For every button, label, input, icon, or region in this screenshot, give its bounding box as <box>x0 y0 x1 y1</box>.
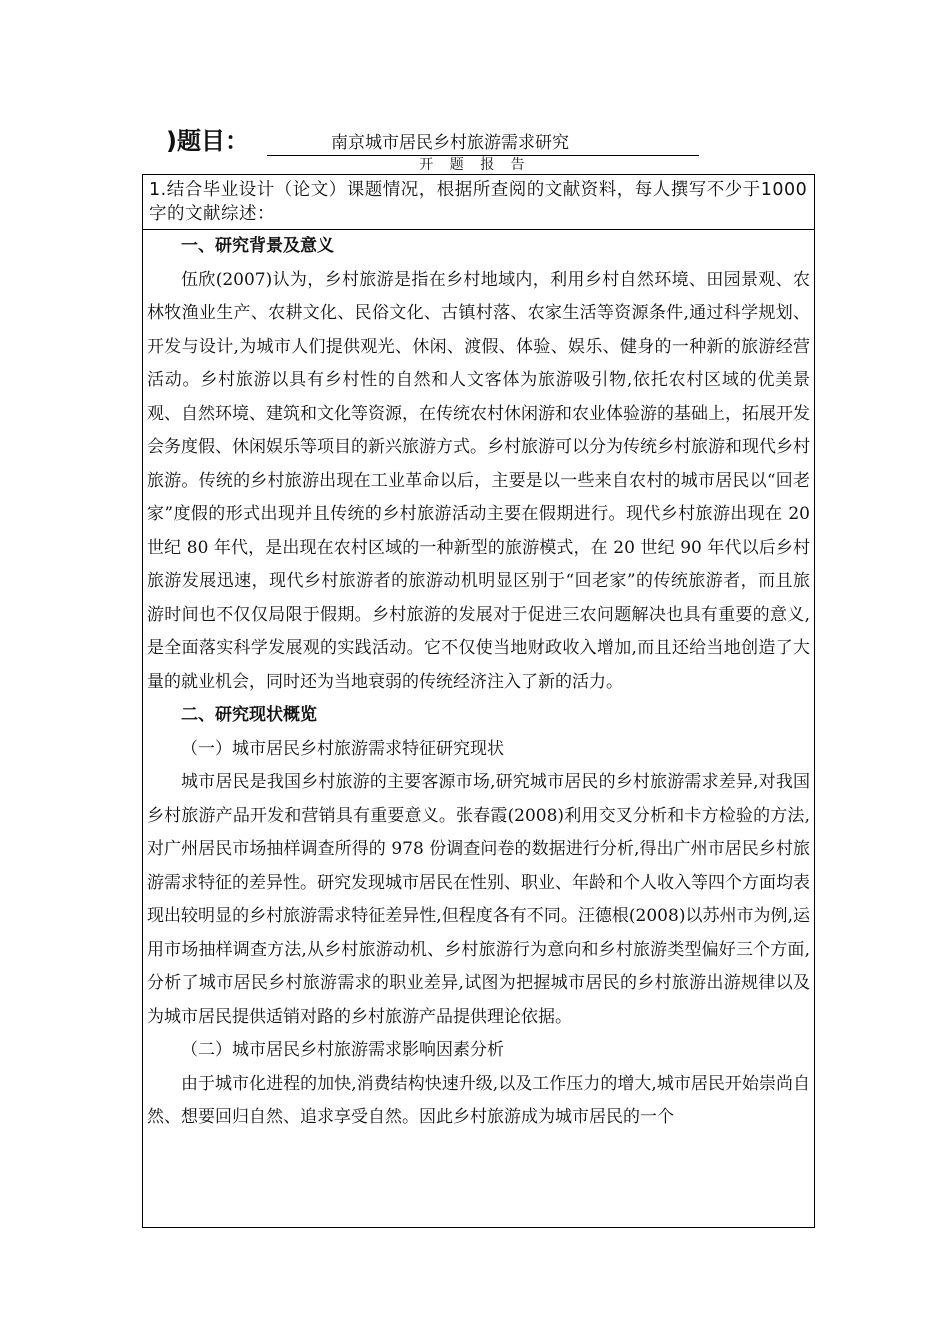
content-cell <box>143 230 814 1135</box>
paragraph-background: 伍欣(2007)认为，乡村旅游是指在乡村地域内，利用乡村自然环境、田园景观、农林牧渔业生产、农耕文化、民俗文化、古镇村落、农家生活等资源条件,通过科学规划、开发与设计,为城市人们提供观光、休闲、渡假、体验、娱乐、健身的一种新的旅游经营活动。乡村旅游以具有乡村性的自然和人文客体为旅游吸引物,依托农村区域的优美景观、自然环境、建筑和文化等资源，在传统农村休闲游和农业体验游的基础上，拓展开发会务度假、休闲娱乐等项目的新兴旅游方式。乡村旅游可以分为传统乡村旅游和现代乡村旅游。传统的乡村旅游出现在工业革命以后，主要是以一些来自农村的城市居民以“回老家”度假的形式出现并且传统的乡村旅游活动主要在假期进行。现代乡村旅游出现在 20 世纪 80 年代，是出现在农村区域的一种新型的旅游模式，在 20 世纪 90 年代以后乡村旅游发展迅速，现代乡村旅游者的旅游动机明显区别于“回老家”的传统旅游者，而且旅游时间也不仅仅局限于假期。乡村旅游的发展对于促进三农问题解决也具有重要的意义,是全面落实科学发展观的实践活动。它不仅使当地财政收入增加,而且还给当地创造了大量的就业机会，同时还为当地衰弱的传统经济注入了新的活力。 <box>147 269 810 692</box>
section-heading-status: 二、研究现状概览 <box>181 705 317 725</box>
title-line <box>166 120 699 156</box>
title-label: )题目： <box>166 127 249 155</box>
report-table <box>142 174 815 1228</box>
section-heading-background: 一、研究背景及意义 <box>181 236 334 256</box>
paragraph-demand-features: 城市居民是我国乡村旅游的主要客源市场,研究城市居民的乡村旅游需求差异,对我国乡村旅游产品开发和营销具有重要意义。张春霞(2008)利用交叉分析和卡方检验的方法,对广州居民市场抽样调查所得的 978 份调查问卷的数据进行分析,得出广州市居民乡村旅游需求特征的差异性。研究发现城市居民在性别、职业、年龄和个人收入等四个方面均表现出较明显的乡村旅游需求特征差异性,但程度各有不同。汪德根(2008)以苏州市为例,运用市场抽样调查方法,从乡村旅游动机、乡村旅游行为意向和乡村旅游类型偏好三个方面,分析了城市居民乡村旅游需求的职业差异,试图为把握城市居民的乡村旅游出游规律以及为城市居民提供适销对路的乡村旅游产品提供理论依据。 <box>147 772 810 1027</box>
subheading-influence-factors: （二）城市居民乡村旅游需求影响因素分析 <box>181 1040 504 1060</box>
title-value: 南京城市居民乡村旅游需求研究 <box>267 131 699 156</box>
report-subtitle: 开 题 报 告 <box>419 157 531 173</box>
paragraph-influence-factors: 由于城市化进程的加快,消费结构快速升级,以及工作压力的增大,城市居民开始崇尚自然、想要回归自然、追求享受自然。因此乡村旅游成为城市居民的一个 <box>147 1073 810 1127</box>
subheading-demand-features: （一）城市居民乡村旅游需求特征研究现状 <box>181 738 504 759</box>
prompt-cell: 1.结合毕业设计（论文）课题情况，根据所查阅的文献资料，每人撰写不少于1000字的文献综述： <box>143 175 814 230</box>
